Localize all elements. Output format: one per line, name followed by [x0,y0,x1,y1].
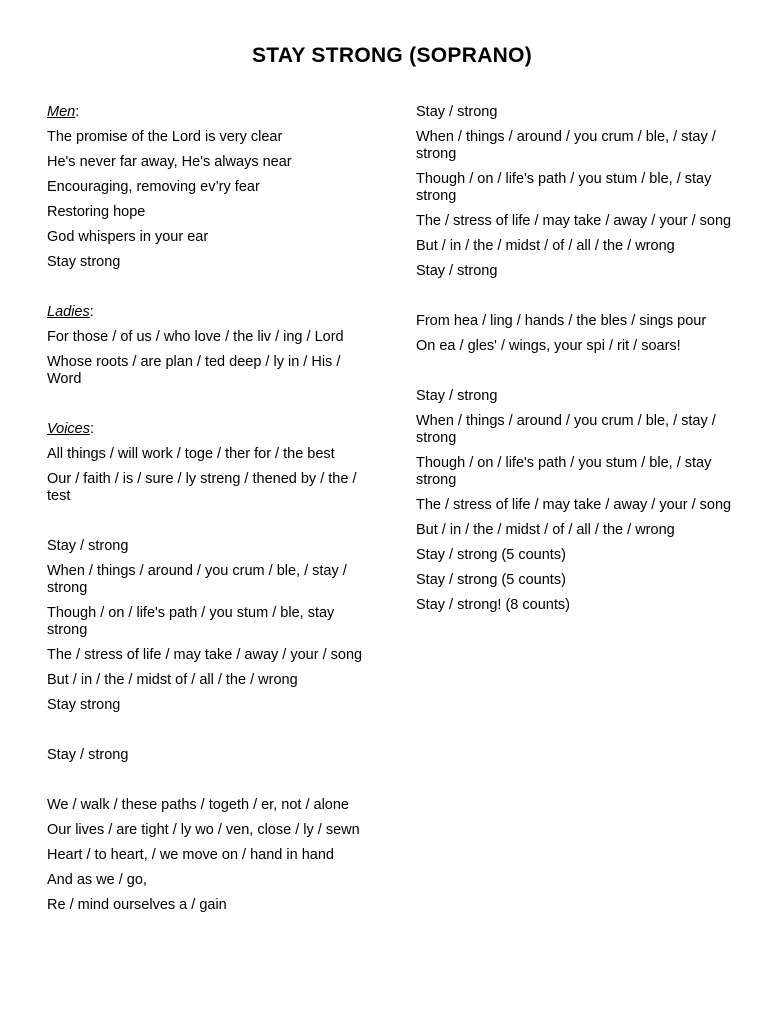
lyric-line: The promise of the Lord is very clear [47,129,283,145]
lyric-line: We / walk / these paths / togeth / er, not / alone [47,797,349,813]
section-label [47,304,377,321]
section-label-text: Voices [47,421,90,437]
lyric-line: Re / mind ourselves a / gain [47,897,227,913]
lyric-line: Stay / strong [47,747,129,763]
lyric-line: Stay strong [47,697,121,713]
lyric-line: Restoring hope [47,204,146,220]
lyric-line: On ea / gles' / wings, your spi / rit / soars! [416,338,681,354]
page-title: STAY STRONG (SOPRANO) [251,44,533,67]
stanza-gap [47,396,377,421]
stanza-gap [416,363,746,388]
lyric-line: Stay / strong (5 counts) [416,547,566,563]
lyric-line: From hea / ling / hands / the bles / sings pour [416,313,707,329]
lyric-line: But / in / the / midst / of / all / the / wrong [416,522,675,538]
lyrics-column-right [416,104,746,622]
stanza-gap [47,513,377,538]
lyric-line: When / things / around / you crum / ble, / stay / strong [416,413,716,446]
section-label-suffix: : [75,104,80,120]
lyric-line: Stay / strong (5 counts) [416,572,566,588]
lyric-line: Our / faith / is / sure / ly streng / thened by / the / test [47,471,357,504]
lyric-line: Stay / strong [416,104,498,120]
lyric-line: Stay / strong [416,388,498,404]
lyric-line: Stay / strong! (8 counts) [416,597,570,613]
section-label-text: Ladies [47,304,90,320]
section-label-suffix: : [89,421,95,437]
stanza-gap [47,722,377,747]
lyric-line: When / things / around / you crum / ble, / stay / strong [47,563,347,596]
lyric-line: Though / on / life's path / you stum / ble, / stay strong [416,171,712,204]
lyric-line: For those / of us / who love / the liv / ing / Lord [47,329,344,345]
lyric-line: Our lives / are tight / ly wo / ven, close / ly / sewn [47,822,360,838]
lyric-line: But / in / the / midst of / all / the / wrong [47,672,298,688]
lyric-line: And as we / go, [47,872,147,888]
stanza-gap [47,772,377,797]
lyric-line: But / in / the / midst / of / all / the / wrong [416,238,675,254]
lyric-line: The / stress of life / may take / away / your / song [416,497,732,513]
lyric-line: Encouraging, removing ev’ry fear [47,179,260,195]
lyrics-column-left [47,104,377,922]
lyric-line: When / things / around / you crum / ble, / stay / strong [416,129,716,162]
section-label [47,421,377,438]
stanza-gap [416,288,746,313]
lyric-line: Though / on / life's path / you stum / ble, stay strong [47,605,335,638]
stanza-gap [47,279,377,304]
lyric-line: He's never far away, He's always near [47,154,292,170]
section-label [47,104,377,121]
lyric-line: All things / will work / toge / ther for / the best [47,446,335,462]
lyric-line: Stay strong [47,254,121,270]
lyric-line: The / stress of life / may take / away / your / song [416,213,732,229]
lyric-line: God whispers in your ear [47,229,209,245]
section-label-text: Men [47,104,76,120]
lyric-line: Heart / to heart, / we move on / hand in hand [47,847,334,863]
lyric-line: Though / on / life's path / you stum / ble, / stay strong [416,455,712,488]
lyric-line: Stay / strong [416,263,498,279]
section-label-suffix: : [89,304,94,320]
lyric-line: Whose roots / are plan / ted deep / ly in / His / Word [47,354,341,387]
lyric-line: The / stress of life / may take / away / your / song [47,647,363,663]
lyric-line: Stay / strong [47,538,129,554]
